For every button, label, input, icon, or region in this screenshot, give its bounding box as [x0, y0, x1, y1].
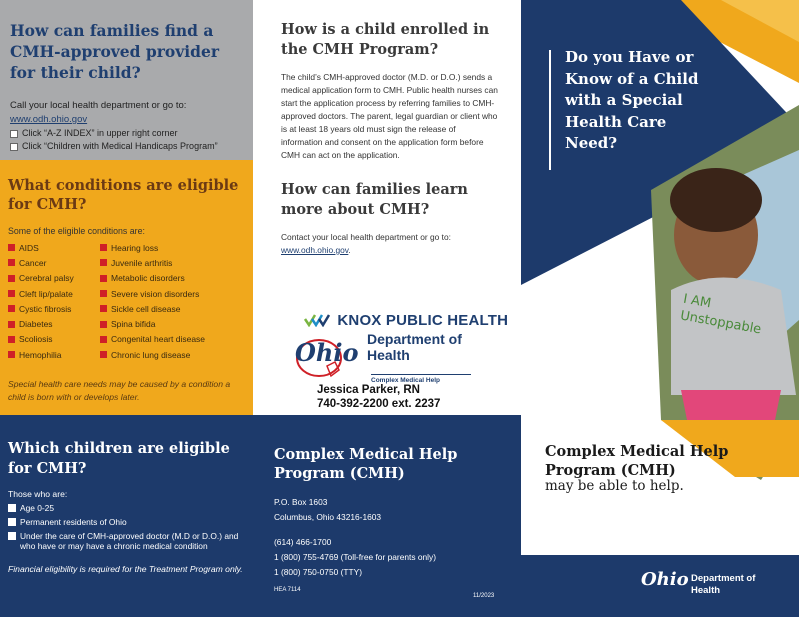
cover-question: Do you Have or Know of a Child with a Special Health Care Need? — [565, 48, 699, 152]
knox-text: KNOX PUBLIC HEALTH — [337, 312, 509, 329]
link-suffix: . — [348, 245, 351, 255]
condition-item — [100, 347, 250, 362]
dept-name — [367, 331, 462, 363]
city-line: Columbus, Ohio 43216-1603 — [274, 512, 382, 522]
condition-label: AIDS — [19, 242, 39, 253]
footer-dept-line-2: Health — [691, 585, 721, 596]
program-contact-panel — [253, 415, 521, 617]
eligible-children-panel — [0, 415, 253, 617]
bullet-icon — [8, 275, 15, 282]
bullet-icon — [100, 244, 107, 251]
checkbox-icon — [8, 532, 16, 540]
bullet-icon — [8, 336, 15, 343]
contact-phone: 740-392-2200 ext. 2237 — [317, 398, 441, 410]
po-box: P.O. Box 1603 — [274, 497, 328, 507]
phone-toll-free: 1 (800) 755-4769 (Toll-free for parents only) — [274, 552, 436, 562]
footer-dept-line-1: Department of — [691, 573, 756, 584]
condition-item — [8, 332, 100, 347]
bullet-icon — [8, 259, 15, 266]
enrollment-body: The child’s CMH-approved doctor (M.D. or D.O.) sends a medical application form to CMH. Public health nurses can start the application process by referring families to CMH-approved doctors. The parent, legal guardian or client who is at least 18 years old must sign the release of information and consent on the application form before CMH can act on the application. — [281, 72, 498, 160]
eligible-item — [8, 517, 245, 527]
step-text: Click “Children with Medical Handicaps Program” — [22, 141, 218, 151]
eligible-text: Age 0-25 — [20, 503, 54, 513]
condition-item — [100, 240, 250, 255]
step-item — [10, 140, 243, 153]
condition-item — [100, 271, 250, 286]
condition-label: Juvenile arthritis — [111, 257, 173, 268]
enrollment-heading: How is a child enrolled in the CMH Program? — [281, 21, 490, 58]
ohio-wordmark: Ohio — [295, 338, 359, 367]
condition-label: Hearing loss — [111, 242, 159, 253]
condition-item — [8, 301, 100, 316]
condition-item — [100, 301, 250, 316]
conditions-heading: What conditions are eligible for CMH? — [8, 177, 239, 213]
bullet-icon — [100, 321, 107, 328]
eligible-heading: Which children are eligible for CMH? — [8, 440, 230, 477]
learn-more-body: Contact your local health department or go to: — [281, 232, 451, 242]
checkbox-icon — [8, 518, 16, 526]
eligible-item — [8, 531, 245, 551]
condition-label: Hemophilia — [19, 349, 62, 360]
condition-item — [8, 271, 100, 286]
step-item — [10, 127, 243, 140]
condition-label: Chronic lung disease — [111, 349, 191, 360]
odh-link[interactable]: www.odh.ohio.gov — [281, 245, 349, 255]
shirt-text: I AM Unstoppable — [679, 291, 763, 338]
dept-line-1: Department of — [367, 331, 462, 347]
checkbox-icon — [10, 143, 18, 151]
cover-cmh-title: Complex Medical Help Program (CMH) — [545, 443, 729, 479]
eligible-item — [8, 503, 245, 513]
form-code: HEA 7114 — [274, 587, 301, 593]
condition-label: Congenital heart disease — [111, 334, 206, 345]
check-marks-icon — [303, 313, 333, 327]
cover-help-text: may be able to help. — [545, 478, 684, 494]
condition-item — [8, 347, 100, 362]
conditions-col-right — [100, 240, 250, 362]
knox-logo-block — [295, 308, 509, 412]
find-provider-heading: How can families find a CMH-approved provider for their child? — [10, 21, 220, 82]
phone-main: (614) 466-1700 — [274, 537, 332, 547]
conditions-col-left — [8, 240, 100, 362]
learn-more-link-line — [281, 244, 499, 257]
eligible-text: Under the care of CMH-approved doctor (M.D or D.O.) and who have or may have a chronic medical condition — [20, 531, 239, 551]
step-text: Click “A-Z INDEX” in upper right corner — [22, 128, 178, 138]
address — [274, 495, 507, 525]
condition-label: Cystic fibrosis — [19, 303, 72, 314]
eligible-intro: Those who are: — [8, 489, 68, 499]
cover-panel — [521, 0, 799, 617]
program-heading: Complex Medical Help Program (CMH) — [274, 446, 458, 482]
footer-ohio-logo: Ohio — [641, 569, 689, 590]
condition-item — [8, 286, 100, 301]
bullet-icon — [8, 305, 15, 312]
bullet-icon — [8, 244, 15, 251]
bullet-icon — [8, 321, 15, 328]
condition-label: Spina bifida — [111, 319, 156, 330]
bullet-icon — [100, 336, 107, 343]
bullet-icon — [100, 259, 107, 266]
child-hair — [670, 168, 762, 232]
condition-label: Scoliosis — [19, 334, 53, 345]
condition-label: Cerebral palsy — [19, 273, 74, 284]
accent-bar — [549, 50, 551, 170]
condition-label: Severe vision disorders — [111, 288, 200, 299]
find-provider-panel — [0, 0, 253, 160]
condition-item — [100, 286, 250, 301]
condition-item — [100, 255, 250, 270]
cmh-tagline: Complex Medical Help — [371, 374, 471, 384]
condition-label: Metabolic disorders — [111, 273, 185, 284]
condition-label: Cancer — [19, 257, 47, 268]
cover-footer — [521, 555, 799, 617]
conditions-note: Special health care needs may be caused by a condition a child is born with or develops later. — [8, 379, 231, 403]
eligible-text: Permanent residents of Ohio — [20, 517, 127, 527]
condition-label: Sickle cell disease — [111, 303, 181, 314]
bullet-icon — [8, 290, 15, 297]
contact-name: Jessica Parker, RN — [317, 384, 420, 396]
bullet-icon — [100, 351, 107, 358]
condition-item — [8, 316, 100, 331]
checkbox-icon — [8, 504, 16, 512]
conditions-list — [8, 240, 245, 362]
condition-label: Cleft lip/palate — [19, 288, 73, 299]
phone-tty: 1 (800) 750-0750 (TTY) — [274, 567, 362, 577]
condition-item — [8, 255, 100, 270]
footer-dept-name — [691, 573, 755, 597]
learn-more-heading: How can families learn more about CMH? — [281, 181, 468, 218]
call-text: Call your local health department or go to: — [10, 100, 187, 111]
condition-label: Diabetes — [19, 319, 53, 330]
condition-item — [8, 240, 100, 255]
condition-item — [100, 332, 250, 347]
condition-item — [100, 316, 250, 331]
bullet-icon — [100, 290, 107, 297]
publish-date: 11/2023 — [473, 593, 495, 599]
bullet-icon — [8, 351, 15, 358]
bullet-icon — [100, 275, 107, 282]
knox-logo — [303, 312, 508, 329]
dept-line-2: Health — [367, 347, 410, 363]
odh-link[interactable]: www.odh.ohio.gov — [10, 114, 88, 125]
phone-list — [274, 535, 507, 580]
bullet-icon — [100, 305, 107, 312]
conditions-intro: Some of the eligible conditions are: — [8, 226, 145, 236]
checkbox-icon — [10, 130, 18, 138]
financial-note: Financial eligibility is required for the Treatment Program only. — [8, 564, 243, 574]
conditions-panel — [0, 160, 253, 415]
